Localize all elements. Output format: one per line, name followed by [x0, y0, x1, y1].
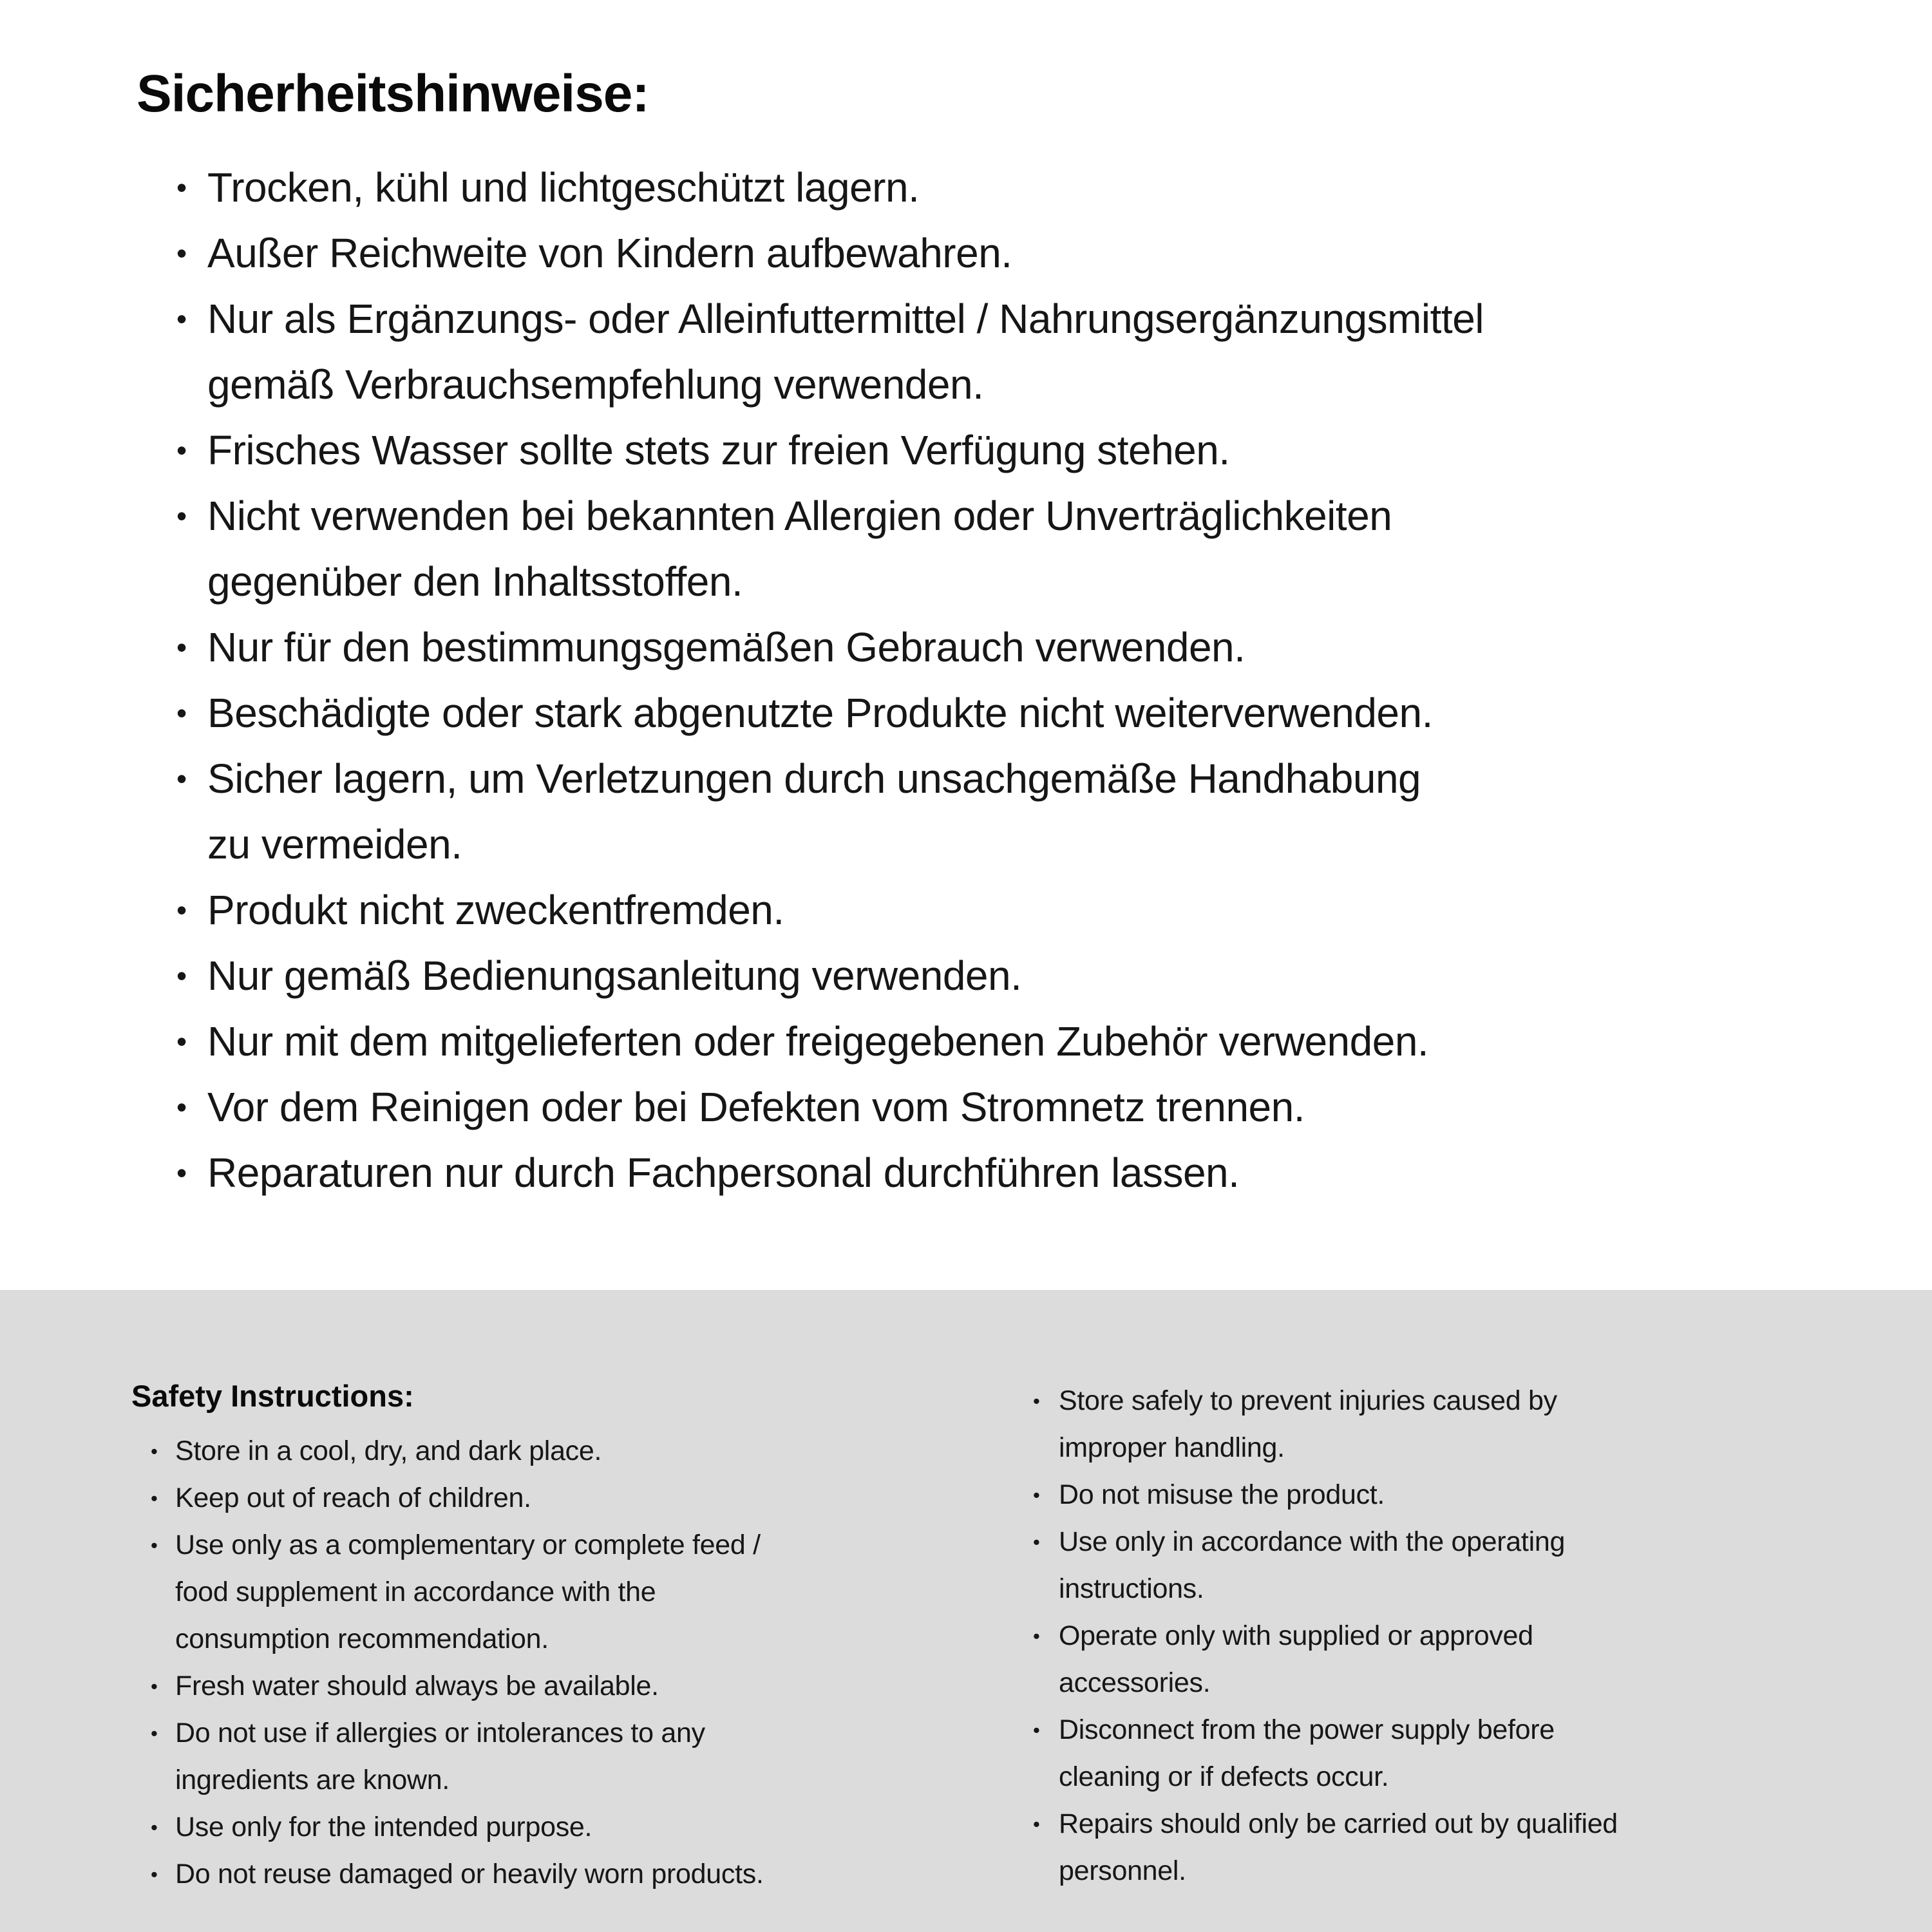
bullet-icon: • [1033, 1625, 1040, 1647]
list-item [137, 1074, 1880, 1140]
bullet-icon: • [151, 1722, 158, 1745]
bullet-icon: • [176, 630, 187, 664]
list-item [137, 286, 1880, 352]
list-item-continuation [1033, 1425, 1874, 1472]
bullet-icon: • [176, 236, 187, 270]
list-item-continuation [137, 811, 1880, 877]
english-right-list [1033, 1378, 1874, 1895]
bullet-icon: • [151, 1863, 158, 1886]
list-item-text: gegenüber den Inhaltsstoffen. [207, 558, 743, 605]
bullet-icon: • [151, 1675, 158, 1698]
list-item-text: Fresh water should always be available. [175, 1671, 659, 1701]
list-item [131, 1475, 1033, 1522]
bullet-icon: • [176, 1156, 187, 1189]
bullet-icon: • [151, 1440, 158, 1463]
list-item [137, 746, 1880, 811]
list-item [131, 1522, 1033, 1569]
list-item-text: Do not misuse the product. [1059, 1479, 1385, 1510]
list-item-text: Trocken, kühl und lichtgeschützt lagern. [207, 164, 920, 211]
list-item-text: Außer Reichweite von Kindern aufbewahren. [207, 230, 1012, 276]
list-item-continuation [131, 1757, 1033, 1804]
list-item [137, 220, 1880, 286]
english-left-column [131, 1378, 1033, 1898]
english-title: Safety Instructions: [131, 1379, 414, 1413]
list-item-text: Nur mit dem mitgelieferten oder freigegebenen Zubehör verwenden. [207, 1018, 1429, 1065]
list-item-text: Store safely to prevent injuries caused by [1059, 1385, 1557, 1416]
bullet-icon: • [176, 433, 187, 467]
list-item [137, 1009, 1880, 1074]
list-item [1033, 1801, 1874, 1848]
bullet-icon: • [1033, 1719, 1040, 1741]
list-item [137, 877, 1880, 943]
german-instructions-list [137, 155, 1880, 1206]
list-item [137, 1140, 1880, 1206]
list-item-text: Operate only with supplied or approved [1059, 1620, 1533, 1651]
bullet-icon: • [1033, 1531, 1040, 1553]
list-item [1033, 1707, 1874, 1754]
list-item [1033, 1472, 1874, 1519]
list-item-text: improper handling. [1059, 1432, 1285, 1463]
list-item-continuation [137, 352, 1880, 417]
list-item [131, 1851, 1033, 1898]
list-item-text: accessories. [1059, 1667, 1211, 1698]
list-item-continuation [131, 1616, 1033, 1663]
list-item-text: Nur für den bestimmungsgemäßen Gebrauch verwenden. [207, 624, 1245, 670]
bullet-icon: • [176, 1090, 187, 1124]
list-item [131, 1710, 1033, 1757]
english-left-list [131, 1428, 1033, 1898]
list-item-text: Beschädigte oder stark abgenutzte Produkte nicht weiterverwenden. [207, 690, 1433, 736]
list-item [1033, 1378, 1874, 1425]
english-right-column [1033, 1378, 1874, 1895]
bullet-icon: • [151, 1534, 158, 1557]
list-item [131, 1663, 1033, 1710]
list-item-text: Store in a cool, dry, and dark place. [175, 1435, 602, 1466]
list-item-text: ingredients are known. [175, 1765, 450, 1795]
german-title: Sicherheitshinweise: [137, 64, 649, 123]
list-item-continuation [1033, 1660, 1874, 1707]
list-item-continuation [1033, 1566, 1874, 1613]
list-item-continuation [137, 549, 1880, 614]
list-item-text: personnel. [1059, 1855, 1186, 1886]
list-item [137, 417, 1880, 483]
list-item [137, 614, 1880, 680]
list-item-text: consumption recommendation. [175, 1624, 549, 1654]
bullet-icon: • [176, 696, 187, 730]
bullet-icon: • [176, 893, 187, 927]
list-item [137, 155, 1880, 220]
list-item [137, 943, 1880, 1009]
list-item-text: Use only for the intended purpose. [175, 1812, 592, 1842]
list-item-text: gemäß Verbrauchsempfehlung verwenden. [207, 361, 984, 408]
bullet-icon: • [176, 959, 187, 992]
list-item-text: Repairs should only be carried out by qualified [1059, 1808, 1618, 1839]
list-item-continuation [131, 1569, 1033, 1616]
list-item [137, 483, 1880, 549]
bullet-icon: • [1033, 1813, 1040, 1835]
english-columns [131, 1378, 1874, 1898]
bullet-icon: • [151, 1487, 158, 1510]
list-item-text: Nur als Ergänzungs- oder Alleinfuttermittel / Nahrungsergänzungsmittel [207, 296, 1484, 342]
list-item [131, 1428, 1033, 1475]
list-item-continuation [1033, 1754, 1874, 1801]
bullet-icon: • [1033, 1484, 1040, 1506]
list-item [137, 680, 1880, 746]
list-item-text: Disconnect from the power supply before [1059, 1714, 1555, 1745]
bullet-icon: • [176, 171, 187, 204]
bullet-icon: • [176, 762, 187, 795]
bullet-icon: • [176, 302, 187, 336]
list-item-text: food supplement in accordance with the [175, 1577, 656, 1607]
list-item-text: instructions. [1059, 1573, 1204, 1604]
bullet-icon: • [176, 1025, 187, 1058]
list-item [1033, 1613, 1874, 1660]
list-item-text: Do not use if allergies or intolerances to any [175, 1718, 705, 1748]
bullet-icon: • [176, 499, 187, 533]
list-item-text: cleaning or if defects occur. [1059, 1761, 1389, 1792]
list-item-text: Keep out of reach of children. [175, 1482, 531, 1513]
list-item-text: Frisches Wasser sollte stets zur freien Verfügung stehen. [207, 427, 1230, 473]
list-item-text: Vor dem Reinigen oder bei Defekten vom Stromnetz trennen. [207, 1084, 1305, 1130]
list-item-continuation [1033, 1848, 1874, 1895]
list-item-text: Nicht verwenden bei bekannten Allergien oder Unverträglichkeiten [207, 493, 1392, 539]
list-item-text: Nur gemäß Bedienungsanleitung verwenden. [207, 952, 1022, 999]
list-item-text: Sicher lagern, um Verletzungen durch unsachgemäße Handhabung [207, 755, 1421, 802]
bullet-icon: • [1033, 1390, 1040, 1412]
list-item-text: Reparaturen nur durch Fachpersonal durchführen lassen. [207, 1150, 1240, 1196]
list-item-text: Produkt nicht zweckentfremden. [207, 887, 784, 933]
list-item-text: zu vermeiden. [207, 821, 462, 867]
list-item-text: Use only in accordance with the operating [1059, 1526, 1566, 1557]
bullet-icon: • [151, 1816, 158, 1839]
list-item-text: Do not reuse damaged or heavily worn products. [175, 1859, 764, 1889]
list-item-text: Use only as a complementary or complete feed / [175, 1530, 761, 1560]
list-item [1033, 1519, 1874, 1566]
list-item [131, 1804, 1033, 1851]
english-section [0, 1290, 1932, 1932]
